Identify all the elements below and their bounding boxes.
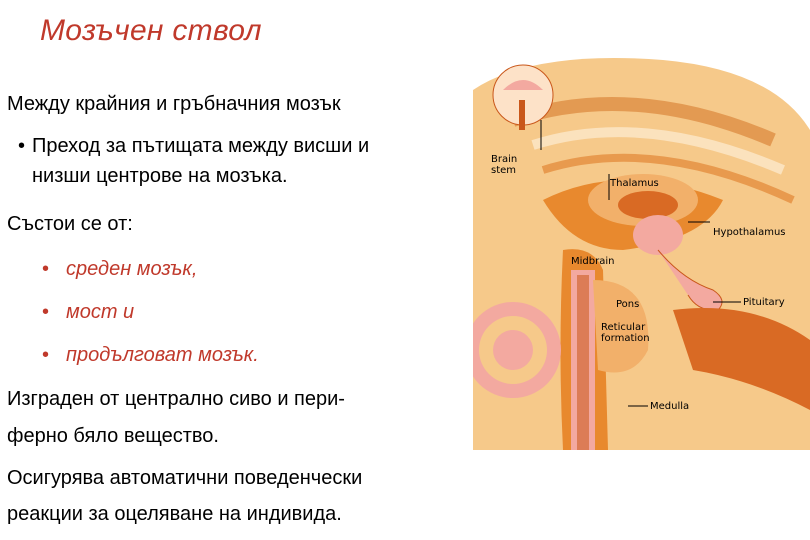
part-label: мост и [66, 301, 135, 323]
label-thalamus: Thalamus [610, 178, 659, 189]
label-text: Reticular [601, 322, 646, 333]
intro-text: Между крайния и гръбначния мозък [7, 93, 341, 115]
bullet-pathways [18, 131, 478, 191]
label-text: formation [601, 333, 650, 344]
part-item-pons [42, 297, 134, 327]
brainstem-illustration [473, 50, 810, 450]
label-reticular-formation [601, 322, 650, 344]
function-line-1: Осигурява автоматични поведенчески [7, 467, 363, 489]
label-medulla: Medulla [650, 401, 690, 412]
label-text: stem [491, 165, 517, 176]
bullet-line-2: низши центрове на мозъка. [32, 165, 288, 187]
consists-heading: Състои се от: [7, 213, 133, 235]
composition-line-1: Изграден от централно сиво и пери- [7, 388, 345, 410]
slide-title: Мозъчен ствол [40, 14, 262, 47]
bullet-dot: • [18, 135, 26, 157]
bullet-dot: • [42, 258, 50, 280]
part-label: среден мозък, [66, 258, 198, 280]
label-brain-stem [491, 154, 517, 176]
brain-drawing [473, 50, 810, 450]
bullet-dot: • [42, 344, 50, 366]
composition-line-2: ферно бяло вещество. [7, 425, 219, 447]
part-item-medulla [42, 340, 259, 370]
label-midbrain: Midbrain [571, 256, 615, 267]
part-label: продълговат мозък. [66, 344, 259, 366]
function-line-2: реакции за оцеляване на индивида. [7, 503, 342, 525]
bullet-dot: • [42, 301, 50, 323]
label-pituitary: Pituitary [743, 297, 785, 308]
label-hypothalamus: Hypothalamus [713, 227, 786, 238]
bullet-line-1: Преход за пътищата между висши и [32, 135, 370, 157]
label-pons: Pons [616, 299, 640, 310]
label-text: Brain [491, 154, 518, 165]
part-item-midbrain [42, 254, 197, 284]
